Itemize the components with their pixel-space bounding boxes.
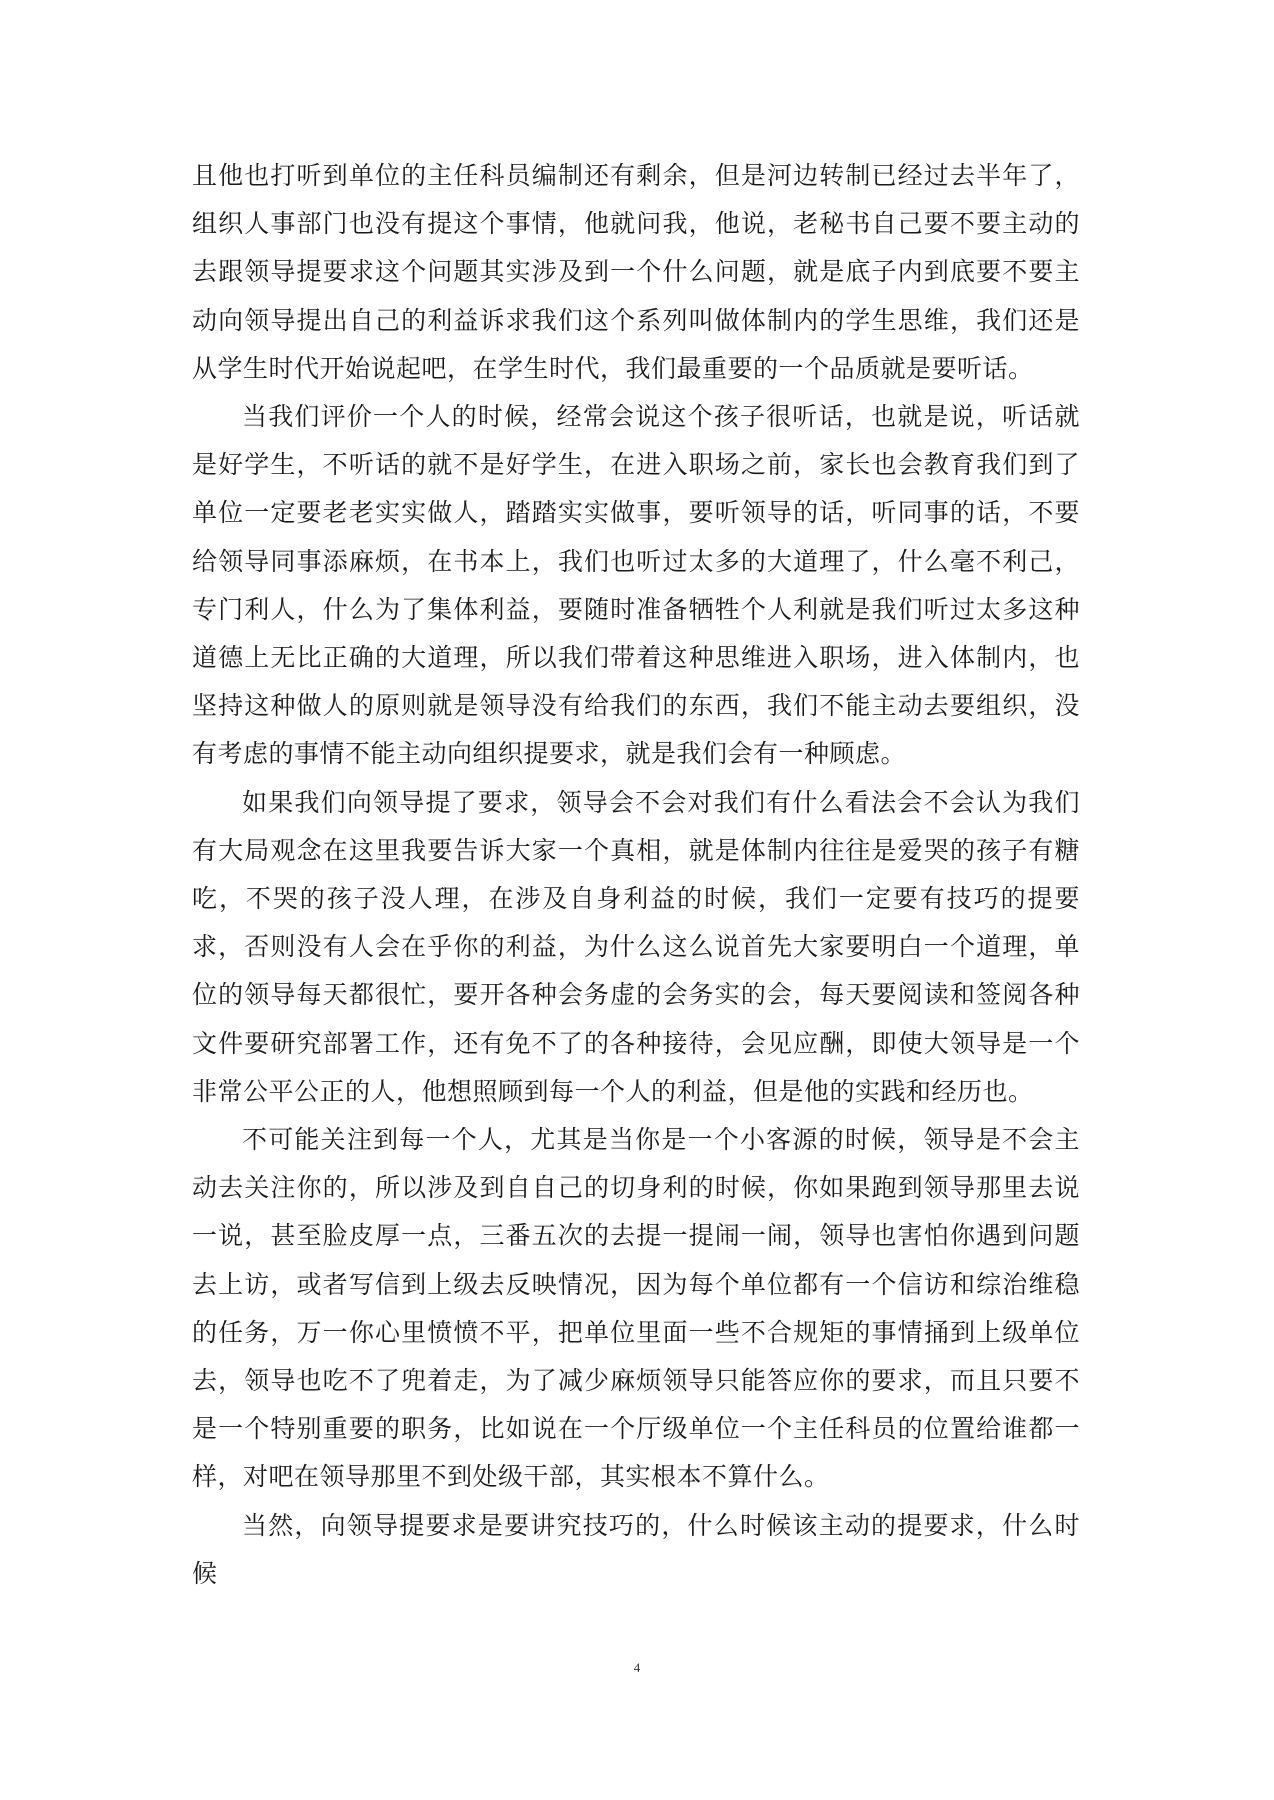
paragraph-5: 当然，向领导提要求是要讲究技巧的，什么时候该主动的提要求，什么时候 xyxy=(192,1510,1080,1588)
page-number: 4 xyxy=(633,1660,641,1675)
paragraph-4: 不可能关注到每一个人，尤其是当你是一个小客源的时候，领导是不会主动去关注你的，所以涉及到自自己的切身利的时候，你如果跑到领导那里去说一说，甚至脸皮厚一点，三番五次的去提一提闹一闹，领导也害怕你遇到问题去上访，或者写信到上级去反映情况，因为每个单位都有一个信访和综治维稳的任务，万一你心里愤愤不平，把单位里面一些不合规矩的事情捅到上级单位去，领导也吃不了兜着走，为了减少麻烦领导只能答应你的要求，而且只要不是一个特别重要的职务，比如说在一个厅级单位一个主任科员的位置给谁都一样，对吧在领导那里不到处级干部，其实根本不算什么。 xyxy=(192,1125,1080,1492)
paragraph-2: 当我们评价一个人的时候，经常会说这个孩子很听话，也就是说，听话就是好学生，不听话的就不是好学生，在进入职场之前，家长也会教育我们到了单位一定要老老实实做人，踏踏实实做事，要听领导的话，听同事的话，不要给领导同事添麻烦，在书本上，我们也听过太多的大道理了，什么毫不利己，专门利人，什么为了集体利益，要随时准备牺牲个人利就是我们听过太多这种道德上无比正确的大道理，所以我们带着这种思维进入职场，进入体制内，也坚持这种做人的原则就是领导没有给我们的东西，我们不能主动去要组织，没有考虑的事情不能主动向组织提要求，就是我们会有一种顾虑。 xyxy=(192,402,1080,769)
paragraph-1: 且他也打听到单位的主任科员编制还有剩余，但是河边转制已经过去半年了，组织人事部门也没有提这个事情，他就问我，他说，老秘书自己要不要主动的去跟领导提要求这个问题其实涉及到一个什么问题，就是底子内到底要不要主动向领导提出自己的利益诉求我们这个系列叫做体制内的学生思维，我们还是从学生时代开始说起吧，在学生时代，我们最重要的一个品质就是要听话。 xyxy=(192,161,1080,383)
paragraph-3: 如果我们向领导提了要求，领导会不会对我们有什么看法会不会认为我们有大局观念在这里我要告诉大家一个真相，就是体制内往往是爱哭的孩子有糖吃，不哭的孩子没人理，在涉及自身利益的时候，我们一定要有技巧的提要求，否则没有人会在乎你的利益，为什么这么说首先大家要明白一个道理，单位的领导每天都很忙，要开各种会务虚的会务实的会，每天要阅读和签阅各种文件要研究部署工作，还有免不了的各种接待，会见应酬，即使大领导是一个非常公平公正的人，他想照顾到每一个人的利益，但是他的实践和经历也。 xyxy=(192,787,1080,1106)
text-body xyxy=(192,152,1080,1598)
